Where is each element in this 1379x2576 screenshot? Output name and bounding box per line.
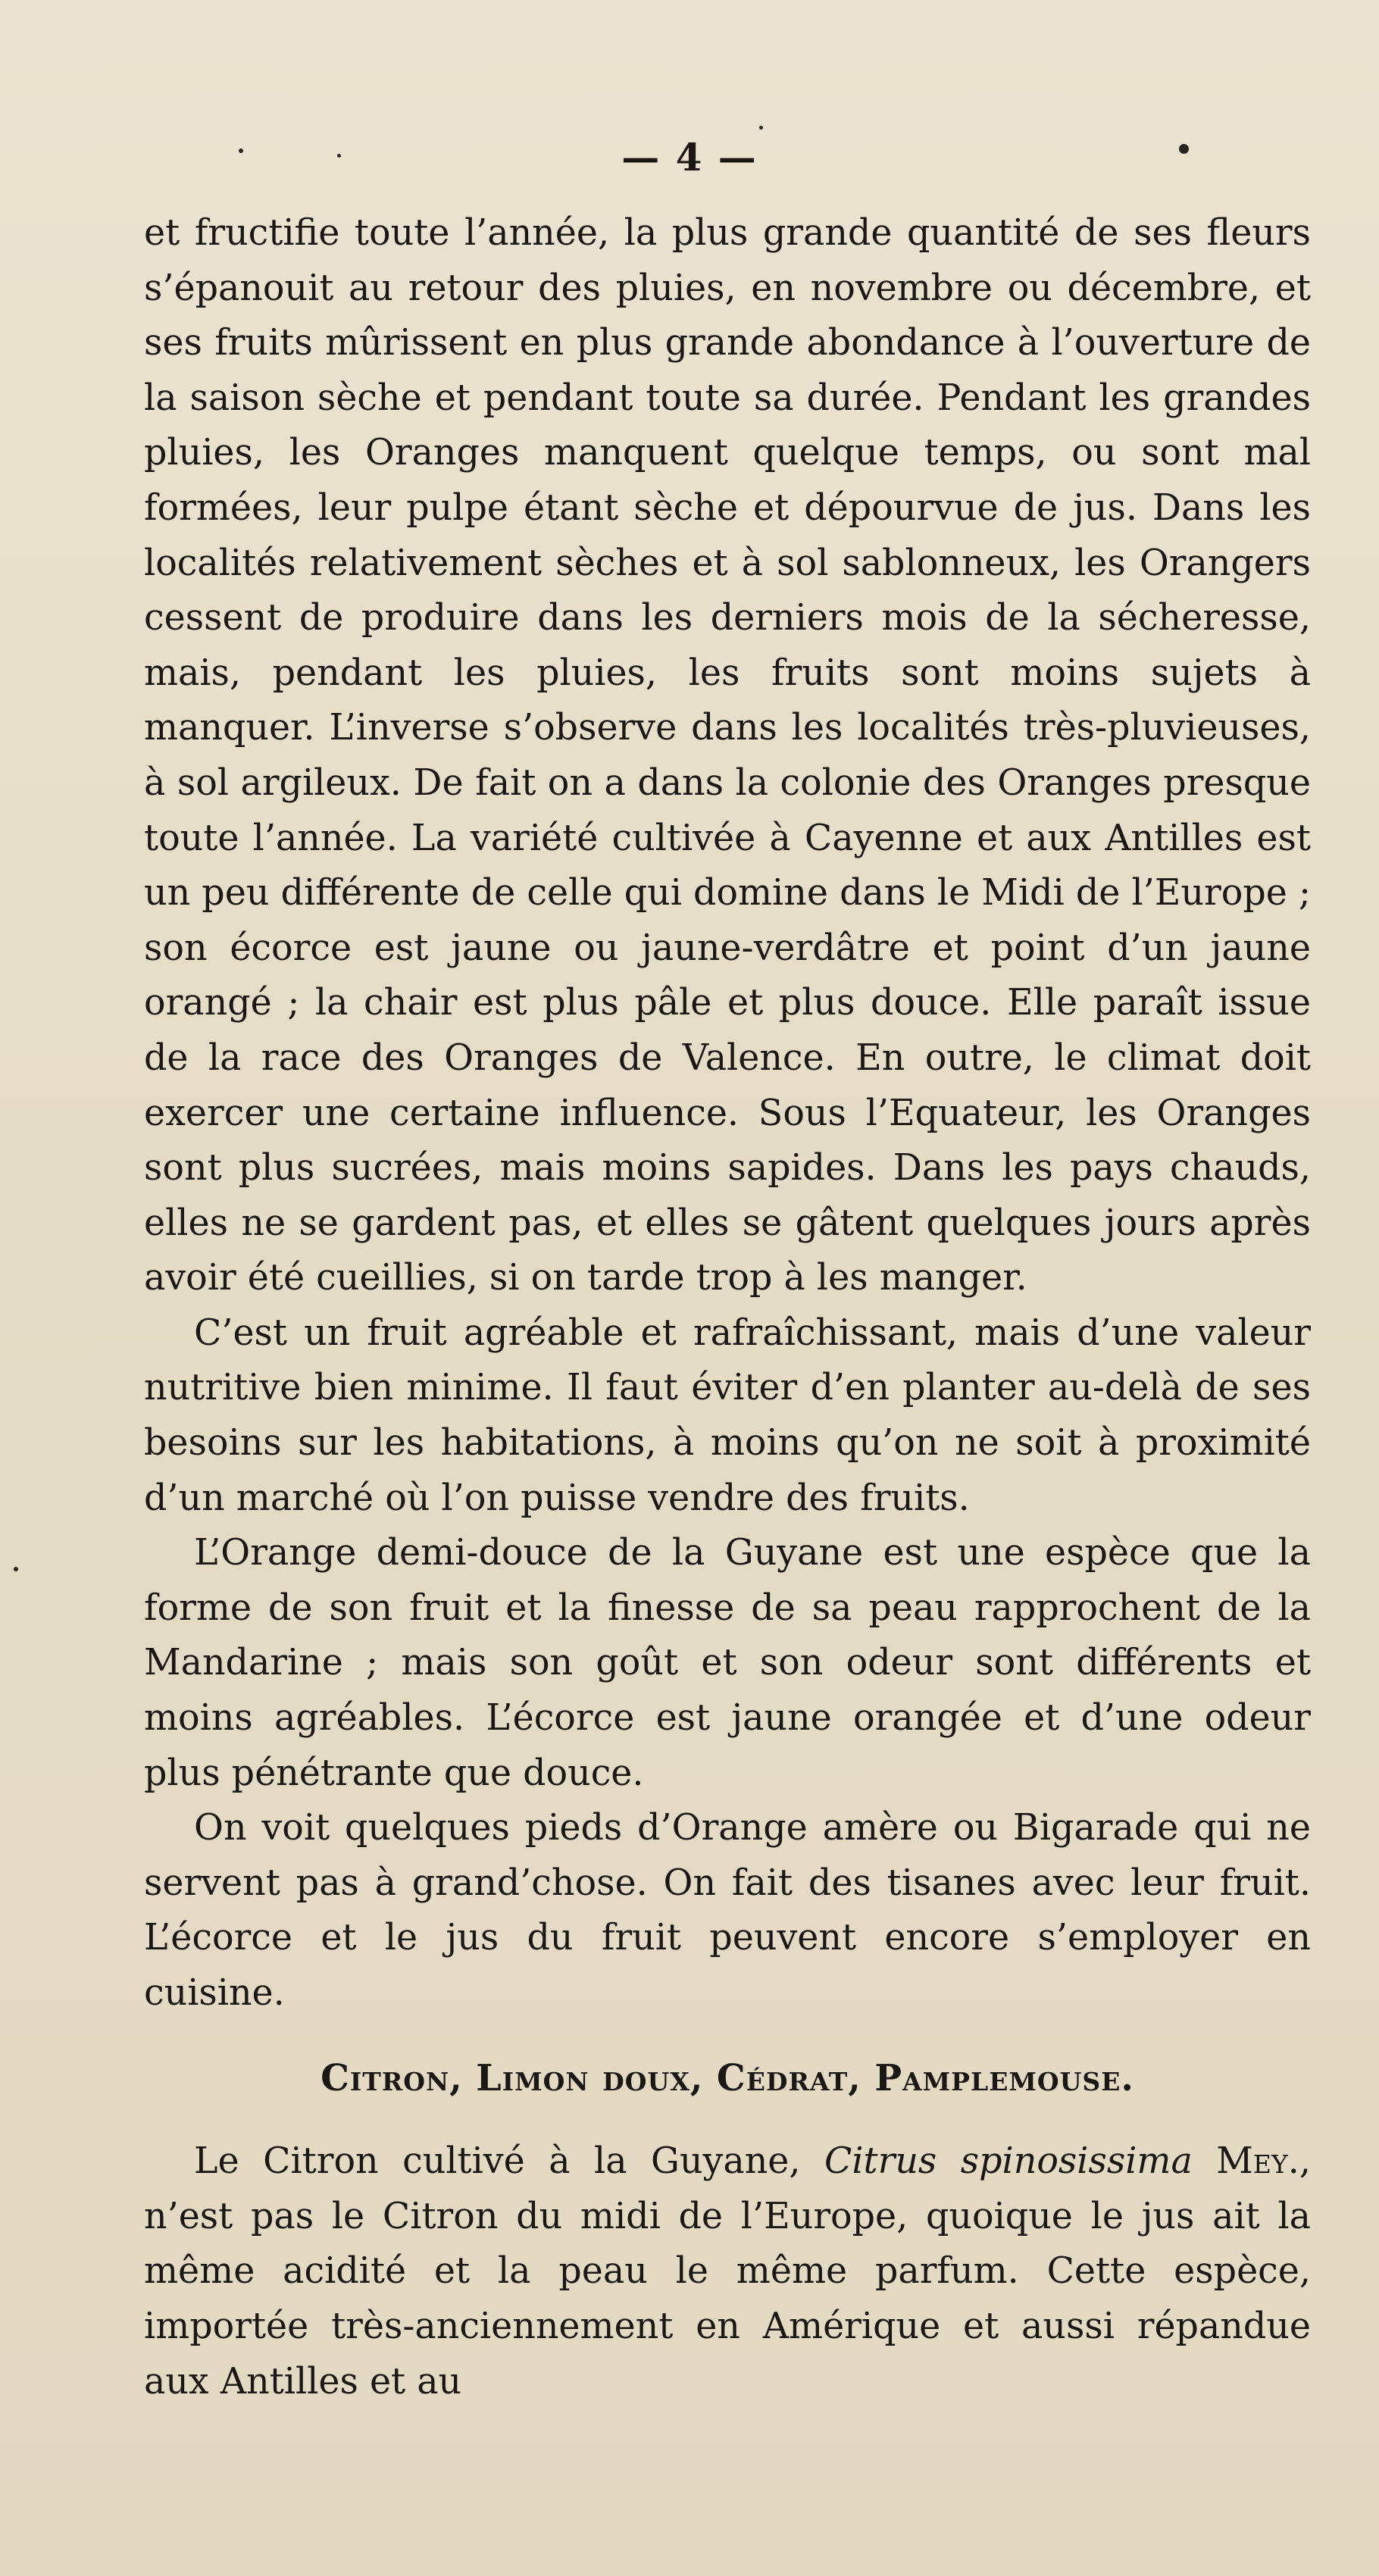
paragraph-text: , n’est pas le Citron du midi de l’Europe, quoique le jus ait la même acidité et la peau le même parfum. Cette espèce, importée très-anciennement en Amérique et aussi répandue aux Antilles et au [144,2140,1311,2402]
paragraph [144,2134,1311,2409]
paragraph: L’Orange demi-douce de la Guyane est une espèce que la forme de son fruit et la finesse de sa peau rapprochent de la Mandarine ; mais son goût et son odeur sont différents et moins agréables. L’écorce est jaune orangée et d’une odeur plus pénétrante que douce. [144,1532,1311,1794]
paragraph: C’est un fruit agréable et rafraîchissant, mais d’une valeur nutritive bien minime. Il faut éviter d’en planter au-delà de ses besoins sur les habitations, à moins qu’on ne soit à proximité d’un marché où l’on puisse vendre des fruits. [144,1311,1311,1519]
paragraph-text: Le Citron cultivé à la Guyane, [194,2140,824,2183]
ink-speck [14,1567,18,1571]
paragraph: et fructifie toute l’année, la plus grande quantité de ses fleurs s’épanouit au retour des pluies, en novembre ou décembre, et ses fruits mûrissent en plus grande abondance à l’ouverture de la saison sèche et pendant toute sa durée. Pendant les grandes pluies, les Oranges manquent quelque temps, ou sont mal formées, leur pulpe étant sèche et dépourvue de jus. Dans les localités relativement sèches et à sol sablonneux, les Orangers cessent de produire dans les derniers mois de la sécheresse, mais, pendant les pluies, les fruits sont moins sujets à manquer. L’inverse s’observe dans les localités très-pluvieuses, à sol argileux. De fait on a dans la colonie des Oranges presque toute l’année. La variété cultivée à Cayenne et aux Antilles est un peu différente de celle qui domine dans le Midi de l’Europe ; son écorce est jaune ou jaune-verdâtre et point d’un jaune orangé ; la chair est plus pâle et plus douce. Elle paraît issue de la race des Oranges de Valence. En outre, le climat doit exercer une certaine influence. Sous l’Equateur, les Oranges sont plus sucrées, mais moins sapides. Dans les pays chauds, elles ne se gardent pas, et elles se gâtent quelques jours après avoir été cueillies, si on tarde trop à les manger. [144,212,1311,1299]
section-heading: Citron, Limon doux, Cédrat, Pamplemouse. [321,2056,1134,2099]
ink-speck [759,126,763,130]
botanist-abbreviation: Mey. [1192,2140,1299,2183]
species-name: Citrus spinosissima [824,2140,1193,2183]
paragraph: On voit quelques pieds d’Orange amère ou Bigarade qui ne servent pas à grand’chose. On fait des tisanes avec leur fruit. L’écorce et le jus du fruit peuvent encore s’employer en cuisine. [144,1807,1311,2014]
page-body [144,206,1311,2409]
page-number: — 4 — [621,135,758,180]
